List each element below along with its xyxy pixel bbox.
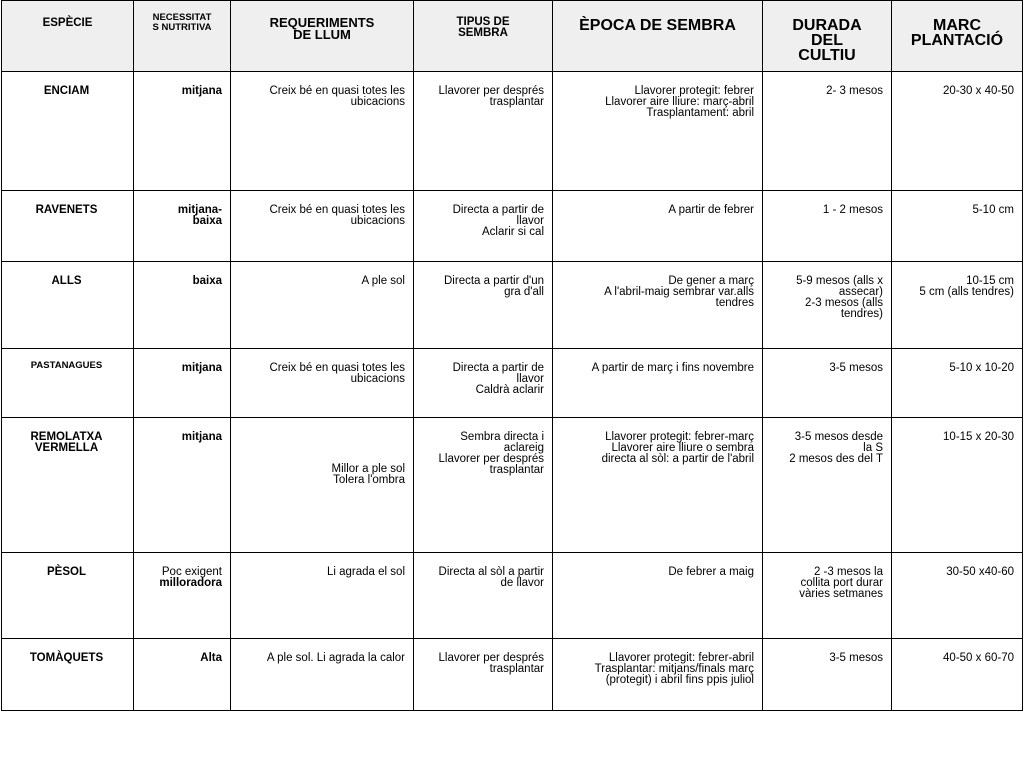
cell-epoca bbox=[553, 191, 763, 262]
cell-line: Directa a partir de bbox=[452, 204, 544, 216]
cell-line: Llavorer aire lliure o sembra bbox=[611, 442, 754, 454]
cell-line: mitjana bbox=[181, 431, 222, 443]
crop-table bbox=[1, 0, 1023, 711]
cell-line: A ple sol. Li agrada la calor bbox=[266, 652, 405, 664]
cell-tipus bbox=[414, 639, 553, 711]
cell-marc bbox=[892, 262, 1023, 349]
cell-epoca bbox=[553, 262, 763, 349]
cell-line: 2- 3 mesos bbox=[826, 85, 883, 97]
cell-line: ENCIAM bbox=[43, 85, 90, 97]
cell-line: ALLS bbox=[51, 275, 82, 287]
cell-line: A partir de març i fins novembre bbox=[591, 362, 754, 374]
cell-line: De febrer a maig bbox=[668, 566, 754, 578]
cell-line: 10-15 cm bbox=[966, 275, 1014, 287]
cell-line: collita port durar bbox=[800, 577, 883, 589]
cell-llum bbox=[231, 553, 414, 639]
cell-line: baixa bbox=[192, 275, 222, 287]
header-epoca: ÈPOCA DE SEMBRA bbox=[553, 1, 763, 72]
header-llum: REQUERIMENTS DE LLUM bbox=[231, 1, 414, 72]
cell-line: Alta bbox=[200, 652, 222, 664]
cell-line: TOMÀQUETS bbox=[29, 652, 104, 664]
table-row bbox=[2, 191, 1023, 262]
cell-line: llavor bbox=[516, 373, 544, 385]
cell-tipus bbox=[414, 72, 553, 191]
cell-line: Directa a partir d'un bbox=[444, 275, 544, 287]
cell-line: trasplantar bbox=[489, 96, 544, 108]
cell-line: 5-10 x 10-20 bbox=[949, 362, 1014, 374]
cell-llum bbox=[231, 262, 414, 349]
cell-line: de llavor bbox=[500, 577, 544, 589]
cell-llum bbox=[231, 418, 414, 553]
header-row bbox=[2, 1, 1023, 72]
cell-durada bbox=[763, 553, 892, 639]
cell-line: Creix bé en quasi totes les bbox=[269, 362, 405, 374]
cell-marc bbox=[892, 349, 1023, 418]
cell-durada bbox=[763, 349, 892, 418]
cell-marc bbox=[892, 418, 1023, 553]
cell-line: trasplantar bbox=[489, 663, 544, 675]
cell-especie bbox=[2, 418, 134, 553]
cell-especie bbox=[2, 191, 134, 262]
cell-especie bbox=[2, 262, 134, 349]
cell-line: Llavorer per després bbox=[438, 85, 544, 97]
cell-line: baixa bbox=[192, 215, 222, 227]
cell-line: 40-50 x 60-70 bbox=[943, 652, 1014, 664]
header-nutritiva: NECESSITAT S NUTRITIVA bbox=[134, 1, 231, 72]
cell-epoca bbox=[553, 553, 763, 639]
cell-line: A partir de febrer bbox=[668, 204, 754, 216]
cell-line: ubicacions bbox=[350, 373, 405, 385]
cell-line: (protegit) i abril fins ppis juliol bbox=[605, 674, 754, 686]
cell-line: VERMELLA bbox=[34, 442, 99, 454]
cell-tipus bbox=[414, 553, 553, 639]
cell-line: aclareig bbox=[503, 442, 544, 454]
cell-durada bbox=[763, 191, 892, 262]
cell-nutritiva bbox=[134, 262, 231, 349]
cell-line: Creix bé en quasi totes les bbox=[269, 85, 405, 97]
cell-line: Li agrada el sol bbox=[327, 566, 405, 578]
cell-line: la S bbox=[863, 442, 883, 454]
cell-nutritiva bbox=[134, 418, 231, 553]
cell-line: A l'abril-maig sembrar var.alls bbox=[604, 286, 754, 298]
cell-line: Llavorer per després bbox=[438, 453, 544, 465]
cell-nutritiva bbox=[134, 639, 231, 711]
cell-line: RAVENETS bbox=[35, 204, 98, 216]
cell-nutritiva bbox=[134, 349, 231, 418]
cell-line: 10-15 x 20-30 bbox=[943, 431, 1014, 443]
cell-marc bbox=[892, 553, 1023, 639]
cell-line: tendres bbox=[715, 297, 754, 309]
cell-line: Llavorer protegit: febrer-març bbox=[605, 431, 754, 443]
cell-epoca bbox=[553, 639, 763, 711]
cell-line: gra d'all bbox=[504, 286, 544, 298]
cell-line: Sembra directa i bbox=[460, 431, 544, 443]
table-row bbox=[2, 349, 1023, 418]
table-row bbox=[2, 72, 1023, 191]
cell-line: tendres) bbox=[840, 308, 883, 320]
cell-line: Poc exigent bbox=[161, 566, 222, 578]
header-durada: DURADA DEL CULTIU bbox=[763, 1, 892, 72]
cell-durada bbox=[763, 72, 892, 191]
cell-epoca bbox=[553, 349, 763, 418]
cell-line: 3-5 mesos bbox=[829, 362, 883, 374]
cell-line: Tolera l'ombra bbox=[333, 474, 405, 486]
cell-line: 5 cm (alls tendres) bbox=[919, 286, 1014, 298]
cell-nutritiva bbox=[134, 72, 231, 191]
cell-tipus bbox=[414, 418, 553, 553]
cell-durada bbox=[763, 639, 892, 711]
cell-tipus bbox=[414, 191, 553, 262]
cell-epoca bbox=[553, 418, 763, 553]
cell-llum bbox=[231, 72, 414, 191]
header-especie: ESPÈCIE bbox=[2, 1, 134, 72]
cell-tipus bbox=[414, 349, 553, 418]
cell-especie bbox=[2, 72, 134, 191]
cell-line: A ple sol bbox=[361, 275, 405, 287]
cell-line: mitjana- bbox=[177, 204, 222, 216]
cell-line: PÈSOL bbox=[47, 566, 86, 578]
cell-line: assecar) bbox=[838, 286, 883, 298]
cell-especie bbox=[2, 553, 134, 639]
cell-line: Llavorer per després bbox=[438, 652, 544, 664]
cell-line: Llavorer protegit: febrer-abril bbox=[608, 652, 754, 664]
cell-durada bbox=[763, 262, 892, 349]
cell-line: 2 -3 mesos la bbox=[813, 566, 883, 578]
cell-line: 3-5 mesos desde bbox=[794, 431, 883, 443]
cell-line: directa al sòl: a partir de l'abril bbox=[601, 453, 754, 465]
cell-llum bbox=[231, 639, 414, 711]
cell-line: 2 mesos des del T bbox=[789, 453, 883, 465]
header-marc: MARC PLANTACIÓ bbox=[892, 1, 1023, 72]
cell-line: mitjana bbox=[181, 85, 222, 97]
cell-line: Llavorer aire lliure: març-abril bbox=[605, 96, 754, 108]
cell-line: llavor bbox=[516, 215, 544, 227]
cell-line: 5-9 mesos (alls x bbox=[796, 275, 883, 287]
cell-line: REMOLATXA bbox=[30, 431, 103, 443]
cell-line: mitjana bbox=[181, 362, 222, 374]
cell-llum bbox=[231, 191, 414, 262]
table-row bbox=[2, 262, 1023, 349]
cell-line: ubicacions bbox=[350, 215, 405, 227]
cell-marc bbox=[892, 639, 1023, 711]
cell-line: Millor a ple sol bbox=[331, 463, 405, 475]
cell-line: 3-5 mesos bbox=[829, 652, 883, 664]
cell-line: Aclarir si cal bbox=[482, 226, 544, 238]
cell-line: trasplantar bbox=[489, 464, 544, 476]
cell-line: 2-3 mesos (alls bbox=[805, 297, 883, 309]
table-row bbox=[2, 553, 1023, 639]
cell-line: Caldrà aclarir bbox=[475, 384, 544, 396]
cell-line: vàries setmanes bbox=[799, 588, 883, 600]
cell-line: Directa al sòl a partir bbox=[438, 566, 544, 578]
cell-line: 1 - 2 mesos bbox=[822, 204, 883, 216]
cell-durada bbox=[763, 418, 892, 553]
table-row bbox=[2, 639, 1023, 711]
cell-marc bbox=[892, 72, 1023, 191]
cell-line: Trasplantament: abril bbox=[646, 107, 754, 119]
cell-line: Creix bé en quasi totes les bbox=[269, 204, 405, 216]
cell-nutritiva bbox=[134, 553, 231, 639]
cell-line: De gener a març bbox=[668, 275, 754, 287]
cell-nutritiva bbox=[134, 191, 231, 262]
cell-line: 20-30 x 40-50 bbox=[943, 85, 1014, 97]
cell-especie bbox=[2, 639, 134, 711]
cell-line: Llavorer protegit: febrer bbox=[634, 85, 754, 97]
cell-line: ubicacions bbox=[350, 96, 405, 108]
cell-line: PASTANAGUES bbox=[30, 360, 103, 371]
cell-line: 5-10 cm bbox=[972, 204, 1014, 216]
cell-llum bbox=[231, 349, 414, 418]
cell-marc bbox=[892, 191, 1023, 262]
cell-line: Directa a partir de bbox=[452, 362, 544, 374]
cell-tipus bbox=[414, 262, 553, 349]
header-tipus: TIPUS DE SEMBRA bbox=[414, 1, 553, 72]
cell-line: milloradora bbox=[159, 577, 222, 589]
cell-line: Trasplantar: mitjans/finals març bbox=[594, 663, 754, 675]
cell-epoca bbox=[553, 72, 763, 191]
cell-especie bbox=[2, 349, 134, 418]
table-row bbox=[2, 418, 1023, 553]
cell-line: 30-50 x40-60 bbox=[946, 566, 1014, 578]
